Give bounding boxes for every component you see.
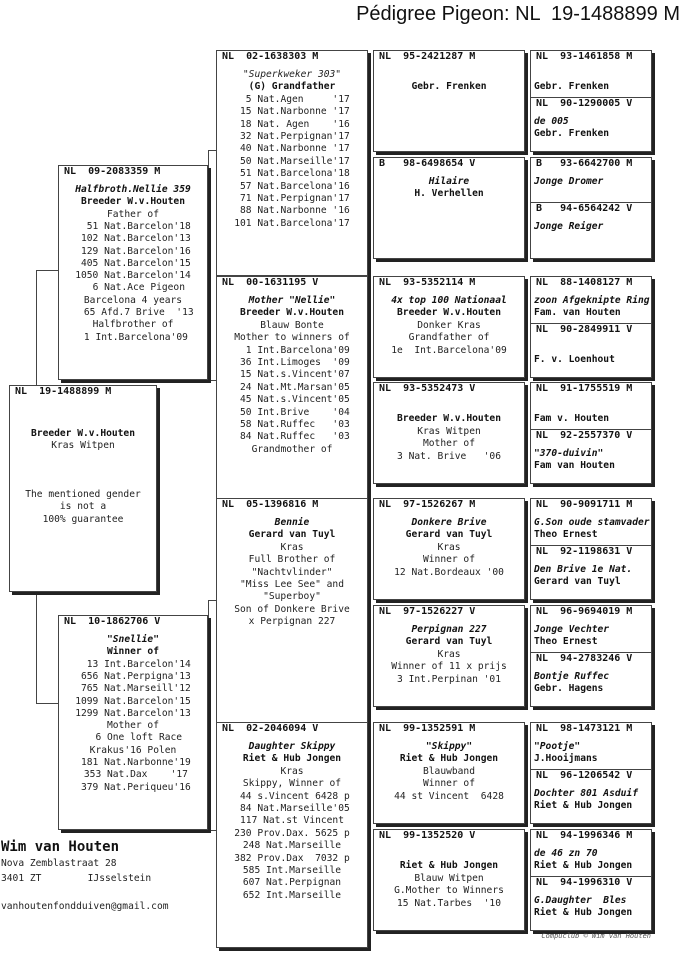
ring-number: NL 94-1996346 M [536,830,633,841]
info-line: x Perpignan 227 [248,616,336,628]
info-line: 45 Nat.s.Vincent'05 [234,394,350,406]
info-line: Den Brive 1e Nat. [534,564,633,575]
pigeon-card-grandparent[interactable] [216,498,368,724]
info-line: Breeder W.v.Houten [31,428,135,440]
info-line: Grandfather of [408,332,490,344]
pigeon-card-gen4-pair[interactable] [530,605,652,707]
pigeon-card-subject[interactable] [9,385,157,592]
info-line: 15 Nat.s.Vincent'07 [234,369,350,381]
info-line: F. v. Loenhout [534,354,615,366]
connector-line [36,703,58,704]
gen4-bottom-pigeon [531,202,651,258]
ring-number: NL 88-1408127 M [536,277,633,288]
info-line: 71 Nat.Perpignan'17 [234,193,350,204]
info-line: Blauwband [423,765,475,777]
info-line: 15 Nat.Narbonne '17 [234,106,350,118]
pigeon-card-great-grandparent[interactable] [373,722,525,824]
owner-address-city: 3401 ZT IJsselstein [1,873,152,884]
info-line: Gebr. Frenken [411,81,487,93]
ring-number: NL 97-1526227 V [379,606,476,617]
page-title: Pédigree Pigeon: NL 19-1488899 M [356,3,680,25]
credit-text: Compuclub © Wim van Houten [541,932,651,940]
info-line: Perpignan 227 [411,624,487,635]
info-line: Kras [280,541,304,553]
info-line: 607 Nat.Perpignan [242,877,342,889]
ring-number: NL 96-9694019 M [536,606,633,617]
connector-line [208,600,216,601]
info-line: 1 Int.Barcelona'09 [78,331,188,343]
info-line: 15 Nat.Tarbes '10 [397,897,501,909]
info-line: "Superkweker 303" [242,69,342,80]
info-line: Gebr. Frenken [534,128,610,140]
ring-number: NL 97-1526267 M [379,499,476,510]
info-line: Bontje Ruffec [534,671,610,682]
info-line: Barcelona 4 years [83,294,183,306]
info-line: Kras [437,541,461,553]
info-line: Dochter 801 Asduif [534,788,638,799]
ring-number: NL 90-1290005 V [536,98,633,109]
info-line: Father of [107,208,159,220]
info-line: Grandmother of [251,443,333,455]
owner-name: Wim van Houten [1,839,120,855]
info-line: 24 Nat.Mt.Marsan'05 [234,381,350,393]
info-line: 32 Nat.Perpignan'17 [234,131,350,142]
pigeon-card-grandparent[interactable] [216,722,368,948]
info-line: H. Verhellen [414,188,484,200]
info-line: Riet & Hub Jongen [399,860,499,872]
info-line: 656 Nat.Perpigna'13 [75,670,191,682]
info-line: "370-duivin" [534,448,604,459]
gen4-top-pigeon [531,158,651,202]
pigeon-card-gen4-pair[interactable] [530,50,652,152]
info-line: 84 Nat.Marseille'05 [234,803,350,814]
info-line: 36 Int.Limoges '09 [234,357,350,368]
info-line: 1e Int.Barcelona'09 [391,344,507,356]
info-line: Riet & Hub Jongen [534,907,633,919]
info-line: 6 Nat.Ace Pigeon [81,282,185,294]
info-line: 88 Nat.Narbonne '16 [234,205,350,217]
gen4-bottom-pigeon [531,97,651,151]
info-line: Fam. van Houten [534,307,621,319]
info-line: Gerard van Tuyl [248,529,336,541]
pigeon-card-great-grandparent[interactable] [373,829,525,931]
info-line: Breeder W.v.Houten [397,413,501,425]
pigeon-card-grandparent[interactable] [216,276,368,502]
ring-number: NL 99-1352520 V [379,830,476,841]
ring-number: NL 05-1396816 M [222,499,319,510]
info-line: 51 Nat.Barcelon'18 [75,220,191,232]
info-line: 585 Int.Marseille [242,865,342,876]
pigeon-card-gen4-pair[interactable] [530,157,652,259]
ring-number: NL 10-1862706 V [64,616,161,627]
info-line: Donker Kras [417,319,481,331]
gen4-top-pigeon [531,723,651,769]
gen4-top-pigeon [531,277,651,323]
info-line: Winner of [423,554,475,566]
info-line: Fam v. Houten [534,413,610,425]
info-line: Kras [437,648,461,660]
gen4-top-pigeon [531,606,651,652]
info-line: G.Daughter Bles [534,895,627,906]
connector-line [208,380,216,381]
info-line: de 005 [534,116,569,127]
pigeon-card-father[interactable] [58,165,208,380]
info-line: Jonge Dromer [534,176,604,187]
pigeon-card-great-grandparent[interactable] [373,605,525,707]
info-line: "Superboy" [263,591,321,603]
info-line: Gerard van Tuyl [534,576,621,588]
info-line: 100% guarantee [42,513,124,525]
gen4-top-pigeon [531,499,651,545]
ring-number: B 94-6564242 V [536,203,633,214]
ring-number: NL 92-1198631 V [536,546,633,557]
info-line: Halfbrother of [92,319,174,331]
info-line: 1 Int.Barcelona'09 [234,344,350,356]
info-line: Breeder W.v.Houten [81,196,185,208]
info-line: Halfbroth.Nellie 359 [75,184,191,195]
connector-line [208,150,216,151]
pigeon-card-gen4-pair[interactable] [530,276,652,378]
info-line: 57 Nat.Barcelona'16 [234,180,350,192]
pigeon-card-gen4-pair[interactable] [530,382,652,484]
ring-number: NL 96-1206542 V [536,770,633,781]
info-line: (G) Grandfather [248,81,336,93]
info-line: 5 Nat.Agen '17 [234,93,350,105]
info-line: Jonge Reiger [534,221,604,232]
ring-number: NL 91-1755519 M [536,383,633,394]
info-line: de 46 zn 70 [534,848,598,859]
gen4-bottom-pigeon [531,652,651,706]
ring-number: NL 92-2557370 V [536,430,633,441]
info-line: Son of Donkere Brive [234,603,350,615]
info-line: The mentioned gender [25,489,141,501]
info-line: 248 Nat.Marseille [242,840,342,852]
pigeon-card-mother[interactable] [58,615,208,830]
info-line: Kras Witpen [417,425,481,437]
info-line: 65 Afd.7 Brive '13 [72,307,194,318]
info-line: 181 Nat.Narbonne'19 [75,757,191,768]
info-line: Breeder W.v.Houten [397,307,501,319]
owner-address-street: Nova Zemblastraat 28 [1,858,117,869]
info-line: Breeder W.v.Houten [240,307,344,319]
info-line: 230 Prov.Dax. 5625 p [234,827,350,839]
info-line: Donkere Brive [411,517,487,528]
info-line: Riet & Hub Jongen [242,753,342,765]
info-line: 50 Nat.Marseille'17 [234,155,350,167]
info-line: Blauw Witpen [414,872,484,884]
info-line: 58 Nat.Ruffec '03 [234,419,350,430]
info-line: 765 Nat.Marseill'12 [75,683,191,695]
ring-number: NL 93-5352114 M [379,277,476,288]
ring-number: NL 09-2083359 M [64,166,161,177]
info-line: Fam van Houten [534,460,615,472]
gen4-bottom-pigeon [531,545,651,599]
info-line: Jonge Vechter [534,624,610,635]
info-line: 18 Nat. Agen '16 [234,118,350,130]
info-line: J.Hooijmans [534,753,598,765]
info-line: G.Mother to Winners [394,885,504,897]
info-line: Gebr. Frenken [534,81,610,93]
ring-number: NL 00-1631195 V [222,277,319,288]
info-line: 129 Nat.Barcelon'16 [75,245,191,257]
info-line: 102 Nat.Barcelon'13 [75,233,191,245]
gen4-top-pigeon [531,51,651,97]
info-line: Winner of [107,646,159,658]
info-line: 1050 Nat.Barcelon'14 [75,270,191,282]
info-line: Kras [280,765,304,777]
info-line: 101 Nat.Barcelona'17 [234,217,350,229]
info-line: 84 Nat.Ruffec '03 [234,431,350,443]
info-line: 1099 Nat.Barcelon'15 [75,695,191,707]
pigeon-card-gen4-pair[interactable] [530,498,652,600]
info-line: 44 s.Vincent 6428 p [234,790,350,802]
info-line: 117 Nat.st Vincent [240,815,344,827]
ring-number: NL 94-1996310 V [536,877,633,888]
gen4-bottom-pigeon [531,323,651,377]
ring-number: NL 90-9091711 M [536,499,633,510]
ring-number: NL 93-5352473 V [379,383,476,394]
info-line: Gebr. Hagens [534,683,604,695]
info-line: Blauw Bonte [260,319,324,331]
info-line: "Pootje" [534,741,581,752]
info-line: Mother of [423,438,475,450]
info-line: Bennie [274,517,310,528]
info-line: Daughter Skippy [248,741,336,752]
ring-number: NL 02-2046094 V [222,723,319,734]
info-line: Riet & Hub Jongen [399,753,499,765]
info-line: Theo Ernest [534,529,598,541]
owner-email[interactable]: vanhoutenfondduiven@gmail.com [1,901,169,912]
gen4-bottom-pigeon [531,876,651,930]
ring-number: NL 93-1461858 M [536,51,633,62]
info-line: 51 Nat.Barcelona'18 [234,168,350,180]
ring-number: NL 99-1352591 M [379,723,476,734]
info-line: 353 Nat.Dax '17 [78,769,188,781]
info-line: 3 Int.Perpinan '01 [397,673,501,685]
connector-line [208,830,216,831]
info-line: 379 Nat.Periqueu'16 [75,781,191,793]
info-line: zoon Afgeknipte Ring [534,295,650,306]
info-line: G.Son oude stamvader [534,517,650,528]
ring-number: NL 95-2421287 M [379,51,476,62]
connector-line [36,592,37,703]
info-line: "Miss Lee See" and [240,579,344,590]
info-line: "Skippy" [425,741,473,752]
info-line: Winner of [423,778,475,790]
info-line: 382 Prov.Dax 7032 p [234,852,350,864]
info-line: 44 st Vincent 6428 [394,790,504,802]
pigeon-card-great-grandparent[interactable] [373,157,525,259]
info-line: 12 Nat.Bordeaux '00 [394,566,504,578]
ring-number: NL 90-2849911 V [536,324,633,335]
info-line: 6 One loft Race [83,732,183,744]
info-line: Full Brother of [248,554,336,566]
pigeon-card-great-grandparent[interactable] [373,498,525,600]
info-line: Mother "Nellie" [248,295,336,306]
pigeon-card-gen4-pair[interactable] [530,722,652,824]
ring-number: NL 98-1473121 M [536,723,633,734]
connector-line [208,150,209,380]
connector-line [36,270,58,271]
info-line: 13 Int.Barcelon'14 [75,658,191,670]
info-line: Theo Ernest [534,636,598,648]
gen4-bottom-pigeon [531,429,651,483]
info-line: Mother of [107,720,159,732]
info-line: "Nachtvlinder" [251,566,333,578]
info-line: 50 Int.Brive '04 [234,406,350,418]
ring-number: NL 94-2783246 V [536,653,633,664]
ring-number: NL 19-1488899 M [15,386,112,397]
info-line: is not a [59,501,107,513]
info-line: Mother to winners of [234,332,350,344]
info-line: Gerard van Tuyl [405,636,493,648]
info-line: 40 Nat.Narbonne '17 [234,143,350,155]
gen4-bottom-pigeon [531,769,651,823]
ring-number: B 98-6498654 V [379,158,476,169]
info-line: Winner of 11 x prijs [391,661,507,673]
info-line: Riet & Hub Jongen [534,860,633,872]
gen4-top-pigeon [531,830,651,876]
info-line: Hilaire [428,176,470,187]
pigeon-card-great-grandparent[interactable] [373,382,525,484]
pigeon-card-great-grandparent[interactable] [373,50,525,152]
ring-number: B 93-6642700 M [536,158,633,169]
gen4-top-pigeon [531,383,651,429]
connector-line [208,600,209,830]
connector-line [36,270,37,386]
ring-number: NL 02-1638303 M [222,51,319,62]
info-line: Riet & Hub Jongen [534,800,633,812]
pigeon-card-grandparent[interactable] [216,50,368,276]
info-line: Gerard van Tuyl [405,529,493,541]
pigeon-card-gen4-pair[interactable] [530,829,652,931]
info-line: "Snellie" [107,634,159,645]
info-line: 405 Nat.Barcelon'15 [75,257,191,269]
info-line: 4x top 100 Nationaal [391,295,507,306]
pigeon-card-great-grandparent[interactable] [373,276,525,378]
info-line: 1299 Nat.Barcelon'13 [75,707,191,719]
info-line: 652 Int.Marseille [242,889,342,901]
info-line: Krakus'16 Polen [89,744,177,756]
info-line: 3 Nat. Brive '06 [397,450,501,462]
info-line: Skippy, Winner of [242,778,342,790]
info-line: Kras Witpen [51,440,115,452]
